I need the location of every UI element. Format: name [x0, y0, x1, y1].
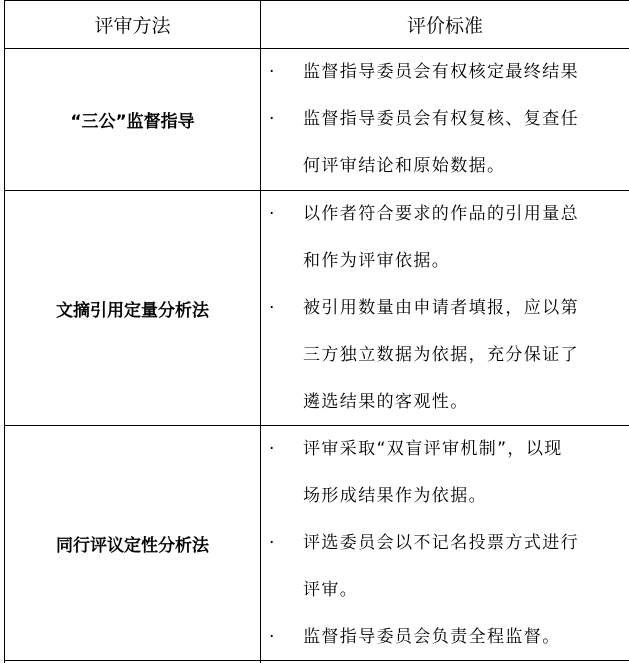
row-3-method: 同行评议定性分析法: [56, 535, 209, 556]
row-3-criteria: [261, 426, 629, 661]
bullet: ·: [269, 204, 275, 224]
evaluation-table: [4, 0, 629, 663]
list-item: · 评审采取“双盲评审机制”，以现 场形成结果作为依据。: [261, 426, 629, 520]
bullet: ·: [269, 62, 275, 82]
row-2-method: 文摘引用定量分析法: [56, 300, 209, 321]
row-1-method: “三公”监督指导: [70, 112, 195, 132]
list-item: · 监督指导委员会负责全程监督。: [261, 614, 629, 661]
header-criteria: 评价标准: [406, 14, 483, 37]
bullet: ·: [269, 627, 275, 647]
bullet: ·: [269, 298, 275, 318]
row-1-criteria: [261, 49, 629, 190]
bullet: ·: [269, 439, 275, 459]
header-method: 评审方法: [94, 14, 171, 37]
bullet: ·: [269, 533, 275, 553]
list-item: · 被引用数量由申请者填报，应以第 三方独立数据为依据，充分保证了 遴选结果的客观性。: [261, 285, 629, 426]
row-2-criteria: [261, 191, 629, 426]
list-item: · 以作者符合要求的作品的引用量总 和作为评审依据。: [261, 191, 629, 285]
list-item: · 监督指导委员会有权核定最终结果: [261, 49, 629, 96]
list-item: · 评选委员会以不记名投票方式进行 评审。: [261, 520, 629, 614]
bullet: ·: [269, 109, 275, 129]
list-item: · 监督指导委员会有权复核、复查任 何评审结论和原始数据。: [261, 96, 629, 190]
